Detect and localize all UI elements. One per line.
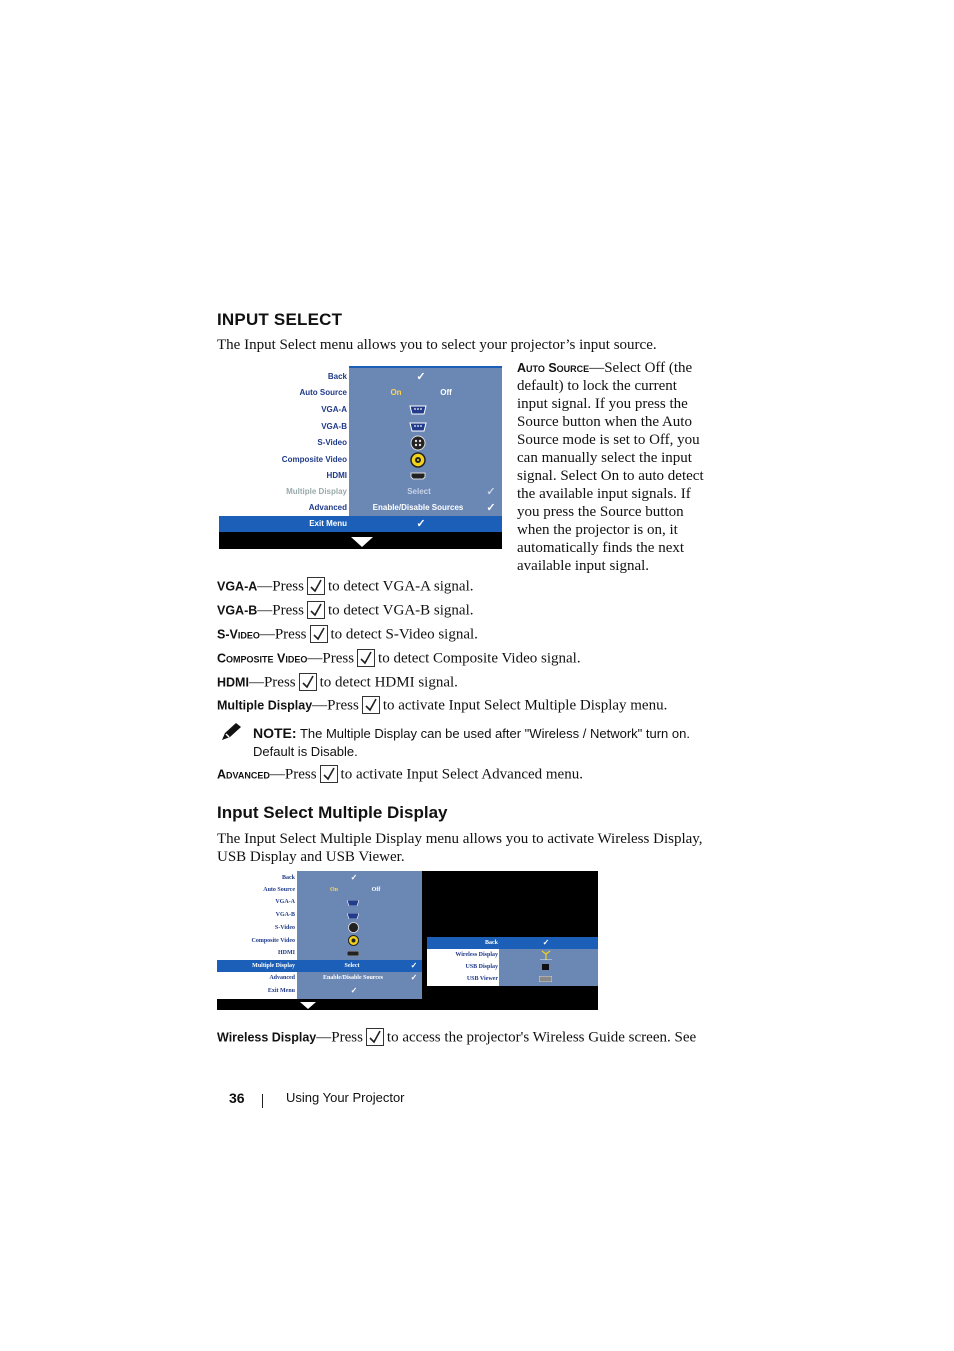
svideo-connector-icon <box>348 922 359 933</box>
vga-connector-icon <box>409 405 427 415</box>
multiple-display-menu <box>217 871 598 1010</box>
menu-row-vga-a[interactable]: VGA-A <box>219 403 502 417</box>
item-vga-b: VGA-B—Press to detect VGA-B signal. <box>217 602 474 619</box>
sub-row-back[interactable]: Back ✓ <box>427 937 598 949</box>
svideo-connector-icon <box>410 435 426 451</box>
composite-connector-icon <box>348 935 359 946</box>
menu-row-hdmi[interactable]: HDMI <box>219 469 502 483</box>
menu-row-exit[interactable]: Exit Menu ✓ <box>219 516 502 532</box>
wireless-antenna-icon <box>540 950 552 960</box>
m2-row-s-video[interactable]: S-Video <box>217 922 422 934</box>
sub-row-usb-viewer[interactable]: USB Viewer <box>427 973 598 985</box>
vga-connector-icon <box>347 913 359 919</box>
note-pencil-icon <box>219 722 243 742</box>
intro2-line2: USB Display and USB Viewer. <box>217 849 405 865</box>
down-arrow-icon <box>300 1002 316 1009</box>
intro2-line1: The Input Select Multiple Display menu allows you to activate Wireless Display, <box>217 831 703 847</box>
item-wireless-display: Wireless Display—Press to access the projector's Wireless Guide screen. See <box>217 1029 697 1046</box>
enter-check-icon <box>307 601 325 619</box>
enter-check-icon <box>366 1028 384 1046</box>
down-arrow-icon <box>351 537 373 547</box>
m2-row-composite-video[interactable]: Composite Video <box>217 935 422 947</box>
multiple-display-submenu <box>427 937 598 986</box>
item-multiple-display: Multiple Display—Press to activate Input Select Multiple Display menu. <box>217 697 668 714</box>
usb-port-icon <box>542 964 549 970</box>
menu-row-s-video[interactable]: S-Video <box>219 435 502 451</box>
menu-footer-bar <box>219 532 502 549</box>
item-composite-video: Composite Video—Press to detect Composite Video signal. <box>217 650 581 667</box>
note-label: NOTE: <box>253 725 297 741</box>
menu-row-composite-video[interactable]: Composite Video <box>219 452 502 468</box>
vga-connector-icon <box>347 900 359 906</box>
vga-connector-icon <box>409 422 427 432</box>
enter-check-icon <box>357 649 375 667</box>
auto-source-description: Auto Source—Select Off (the default) to lock the current input signal. If you press the Source button when the Auto Source mode is set to Off, you can manually select the input signal. Select On to auto detect the available input signals. If you press the Source button when the projector is on, it automatically finds the next available input signal. <box>517 360 704 574</box>
m2-row-back[interactable]: Back ✓ <box>281 873 358 882</box>
item-s-video: S-Video—Press to detect S-Video signal. <box>217 626 478 643</box>
section-title: INPUT SELECT <box>217 310 343 329</box>
subsection-title: Input Select Multiple Display <box>217 803 448 822</box>
menu-row-advanced[interactable]: Advanced Enable/Disable Sources ✓ <box>308 502 496 514</box>
enter-check-icon <box>310 625 328 643</box>
hdmi-connector-icon <box>347 951 359 956</box>
enter-check-icon <box>307 577 325 595</box>
menu-row-multiple-display[interactable]: Multiple Display Select ✓ <box>286 486 496 498</box>
menu-row-back[interactable]: Back ✓ <box>327 371 426 383</box>
auto-source-term: Auto Source <box>517 361 590 375</box>
menu-row-auto-source[interactable]: Auto Source On Off <box>299 388 452 397</box>
m2-row-multiple-display[interactable]: Multiple Display Select ✓ <box>217 960 422 972</box>
item-hdmi: HDMI—Press to detect HDMI signal. <box>217 674 458 691</box>
sub-row-usb-display[interactable]: USB Display <box>427 961 598 973</box>
footer-divider <box>262 1094 263 1108</box>
composite-connector-icon <box>410 452 426 468</box>
page-number: 36 <box>229 1090 245 1106</box>
note-block: NOTE: The Multiple Display can be used after "Wireless / Network" turn on. Default is Disable. <box>253 725 690 759</box>
item-advanced: Advanced—Press to activate Input Select Advanced menu. <box>217 766 583 783</box>
input-select-menu <box>219 366 502 549</box>
chapter-title: Using Your Projector <box>286 1090 405 1105</box>
menu-row-vga-b[interactable]: VGA-B <box>219 420 502 434</box>
enter-check-icon <box>320 765 338 783</box>
sub-row-wireless-display[interactable]: Wireless Display <box>427 949 598 961</box>
m2-row-advanced[interactable]: Advanced Enable/Disable Sources ✓ <box>269 973 418 982</box>
item-vga-a: VGA-A—Press to detect VGA-A signal. <box>217 578 474 595</box>
m2-row-exit[interactable]: Exit Menu ✓ <box>267 986 358 995</box>
m2-row-vga-b[interactable]: VGA-B <box>217 910 422 921</box>
hdmi-connector-icon <box>410 472 426 480</box>
m2-row-hdmi[interactable]: HDMI <box>217 948 422 959</box>
enter-check-icon <box>362 696 380 714</box>
usb-connector-icon <box>539 976 552 982</box>
m2-row-auto-source[interactable]: Auto Source On Off <box>263 887 381 893</box>
m2-row-vga-a[interactable]: VGA-A <box>217 897 422 908</box>
intro-text: The Input Select menu allows you to select your projector’s input source. <box>217 337 657 353</box>
enter-check-icon <box>299 673 317 691</box>
